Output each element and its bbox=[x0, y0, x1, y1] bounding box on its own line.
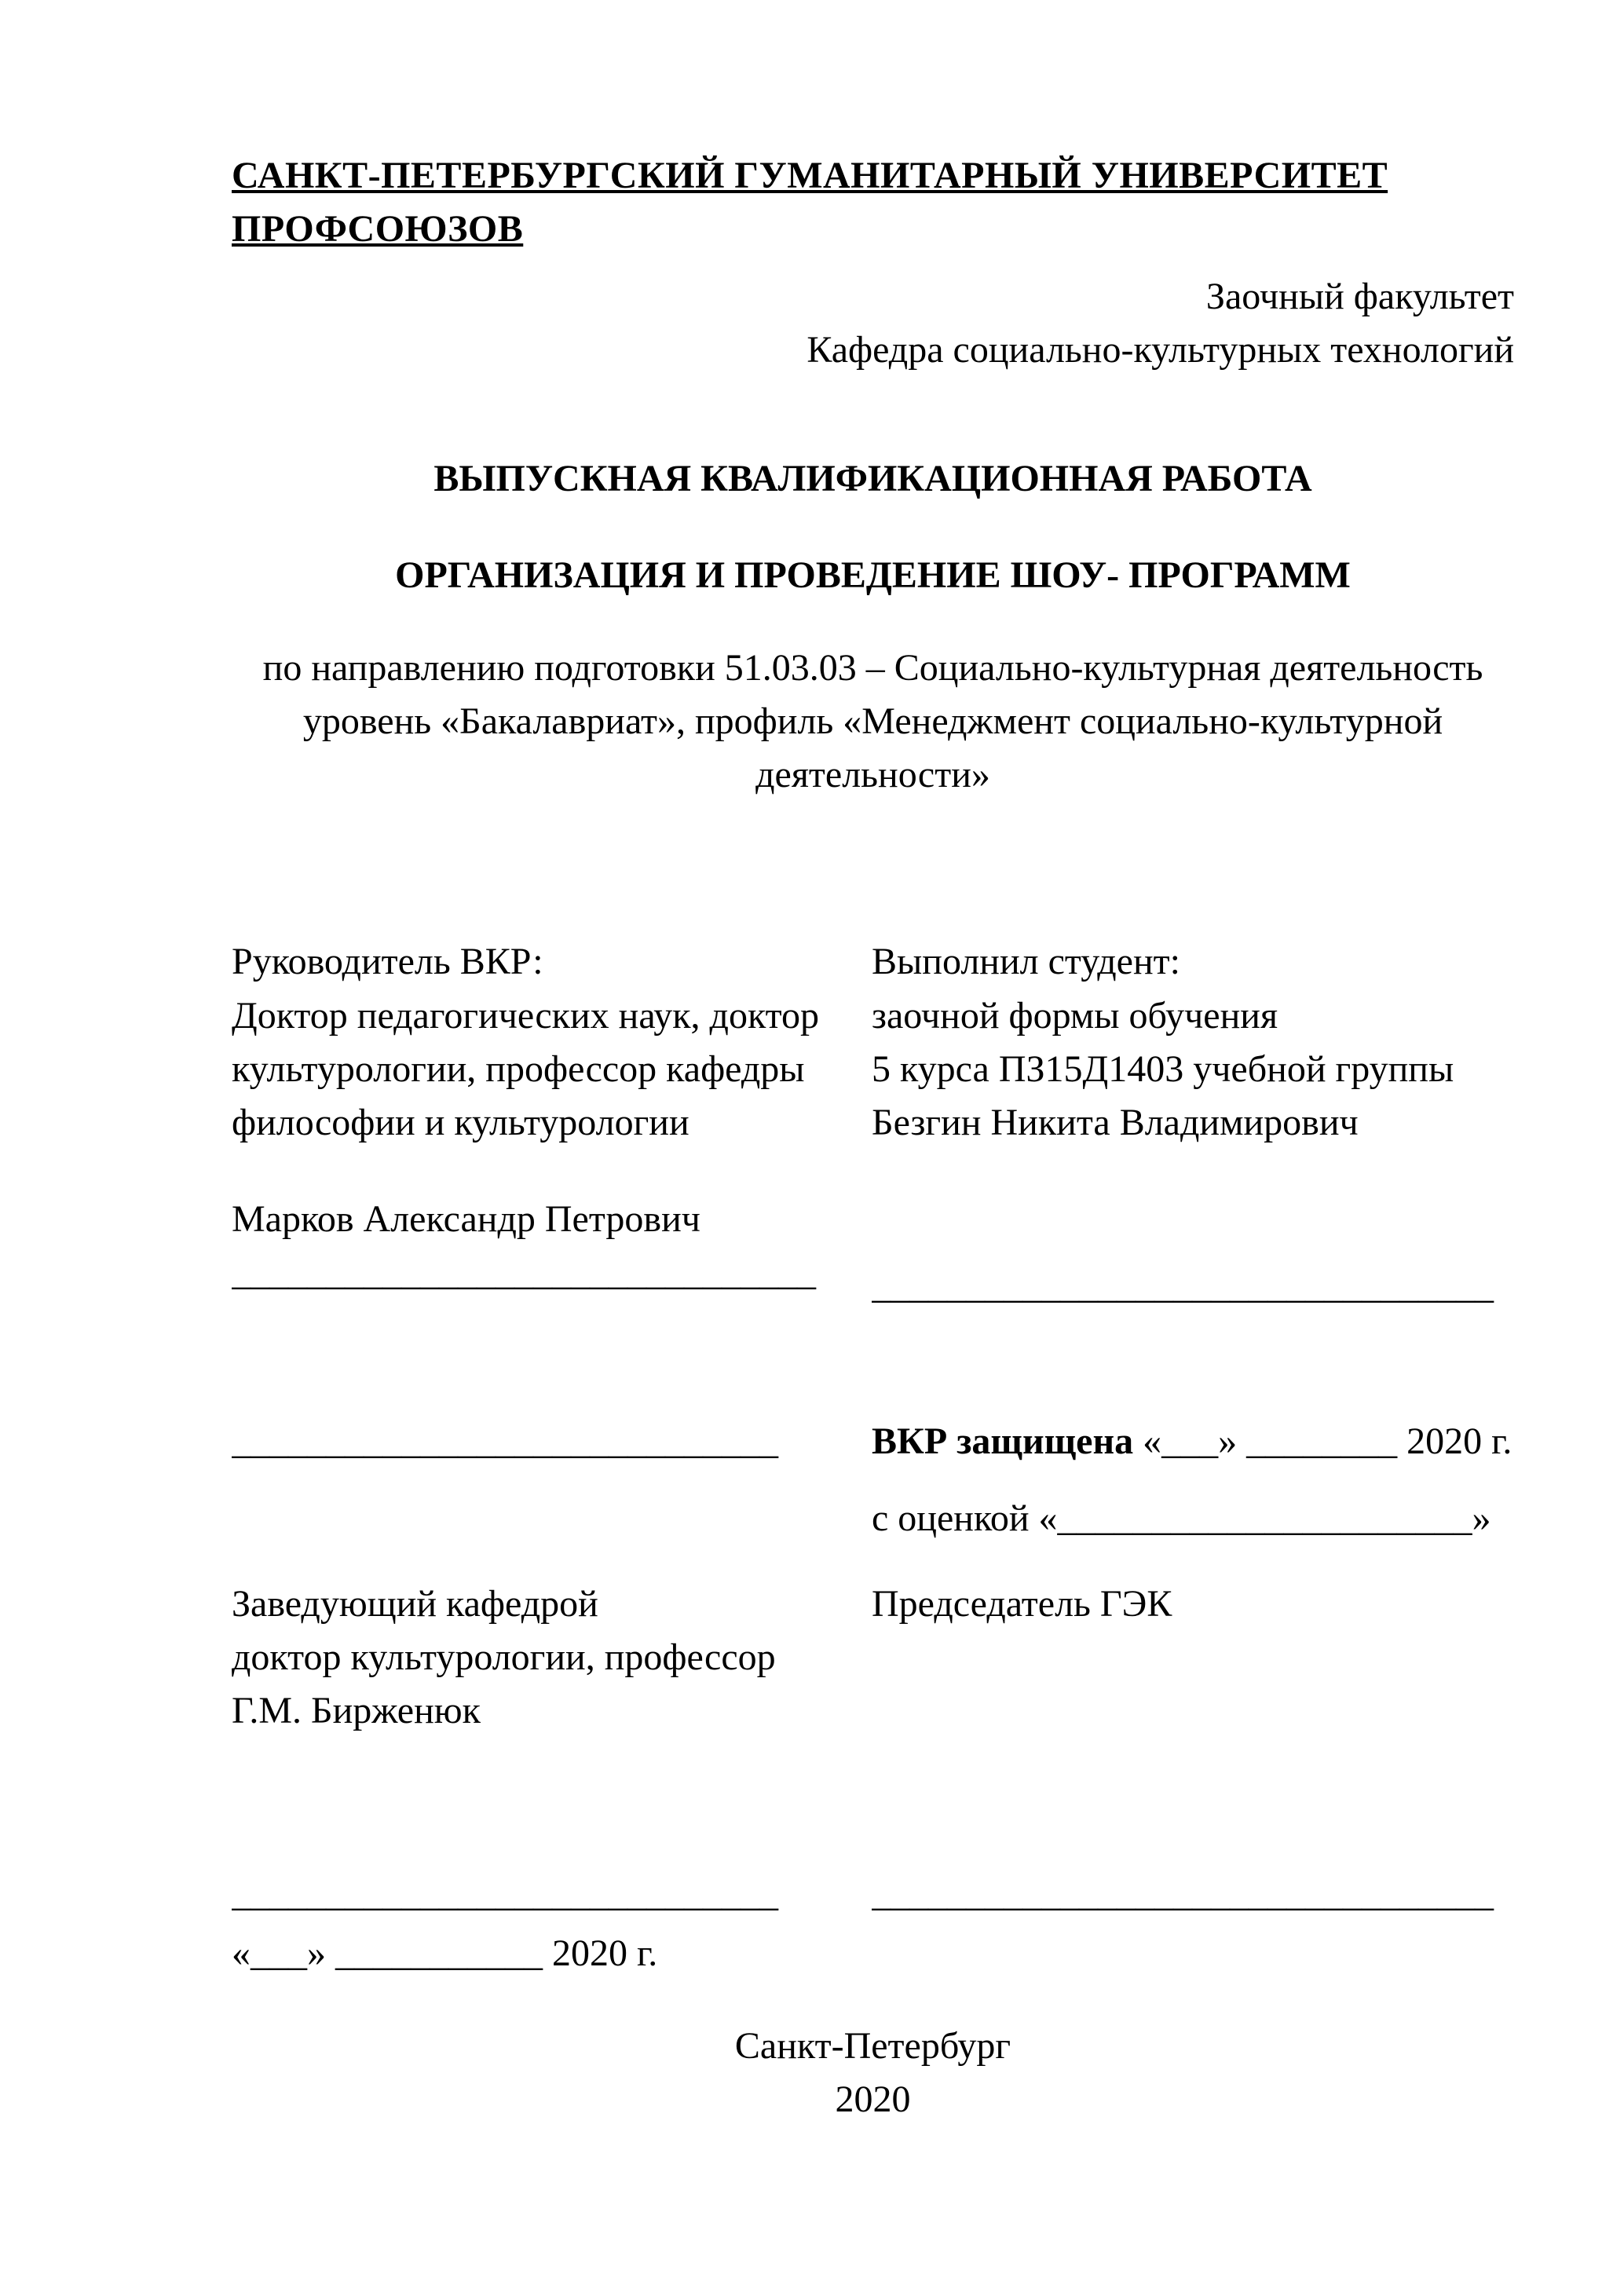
defense-defended-label: ВКР защищена bbox=[872, 1420, 1134, 1463]
program-line-2: уровень «Бакалавриат», профиль «Менеджмент социально-культурной bbox=[302, 700, 1443, 743]
university-header: САНКТ-ПЕТЕРБУРГСКИЙ ГУМАНИТАРНЫЙ УНИВЕРСИТЕТ ПРОФСОЮЗОВ bbox=[232, 155, 1388, 250]
thesis-title: ОРГАНИЗАЦИЯ И ПРОВЕДЕНИЕ ШОУ- ПРОГРАММ bbox=[395, 554, 1351, 596]
supervisor-second-signature-line: _____________________________ bbox=[232, 1420, 778, 1463]
program-line-3: деятельности» bbox=[755, 754, 990, 796]
student-name: Безгин Никита Владимирович bbox=[872, 1101, 1359, 1143]
defense-right bbox=[872, 1415, 1514, 1545]
chairman-block bbox=[872, 1578, 1514, 1738]
footer-city: Санкт-Петербург bbox=[734, 2025, 1011, 2067]
footer-year: 2020 bbox=[835, 2078, 911, 2121]
supervisor-label: Руководитель ВКР: bbox=[232, 941, 543, 983]
supervisor-desc-line-3: философии и культурологии bbox=[232, 1101, 689, 1143]
department-name: Кафедра социально-культурных технологий bbox=[807, 329, 1514, 371]
program-line-1: по направлению подготовки 51.03.03 – Социально-культурная деятельность bbox=[262, 646, 1483, 689]
chairman-signature-line: _________________________________ bbox=[872, 1872, 1494, 1914]
officials-row bbox=[232, 1578, 1514, 1738]
footer-block bbox=[232, 2020, 1514, 2126]
defense-left bbox=[232, 1415, 872, 1545]
department-head-signature-line: _____________________________ bbox=[232, 1872, 778, 1914]
faculty-name: Заочный факультет bbox=[1205, 276, 1514, 318]
defense-row bbox=[232, 1415, 1514, 1545]
supervisor-desc-line-1: Доктор педагогических наук, доктор bbox=[232, 994, 820, 1036]
chairman-signature-block bbox=[872, 1867, 1514, 1980]
supervisor-signature-line: _______________________________ bbox=[232, 1252, 816, 1294]
people-row bbox=[232, 935, 1514, 1313]
signatures-row bbox=[232, 1867, 1514, 1980]
department-head-name: Г.М. Бирженюк bbox=[232, 1689, 481, 1731]
student-block bbox=[872, 935, 1514, 1313]
defense-date-line bbox=[872, 1415, 1514, 1468]
supervisor-desc-line-2: культурологии, профессор кафедры bbox=[232, 1047, 805, 1090]
student-line-1: заочной формы обучения bbox=[872, 994, 1278, 1036]
department-head-block bbox=[232, 1578, 872, 1738]
supervisor-name: Марков Александр Петрович bbox=[232, 1198, 700, 1241]
department-head-line-1: Заведующий кафедрой bbox=[232, 1582, 598, 1625]
faculty-block bbox=[232, 270, 1514, 377]
defense-grade-line: с оценкой «______________________» bbox=[872, 1497, 1491, 1540]
department-head-line-2: доктор культурологии, профессор bbox=[232, 1636, 776, 1678]
chairman-label: Председатель ГЭК bbox=[872, 1582, 1172, 1625]
defense-defended-blank: «___» ________ 2020 г. bbox=[1143, 1420, 1512, 1463]
supervisor-block bbox=[232, 935, 872, 1313]
student-line-2: 5 курса ПЗ15Д1403 учебной группы bbox=[872, 1047, 1454, 1090]
work-type-heading: ВЫПУСКНАЯ КВАЛИФИКАЦИОННАЯ РАБОТА bbox=[433, 457, 1312, 499]
department-head-date-line: «___» ___________ 2020 г. bbox=[232, 1932, 658, 1975]
program-block bbox=[232, 642, 1514, 802]
department-head-signature-block bbox=[232, 1867, 872, 1980]
student-signature-line: _________________________________ bbox=[872, 1265, 1494, 1307]
student-label: Выполнил студент: bbox=[872, 941, 1180, 983]
